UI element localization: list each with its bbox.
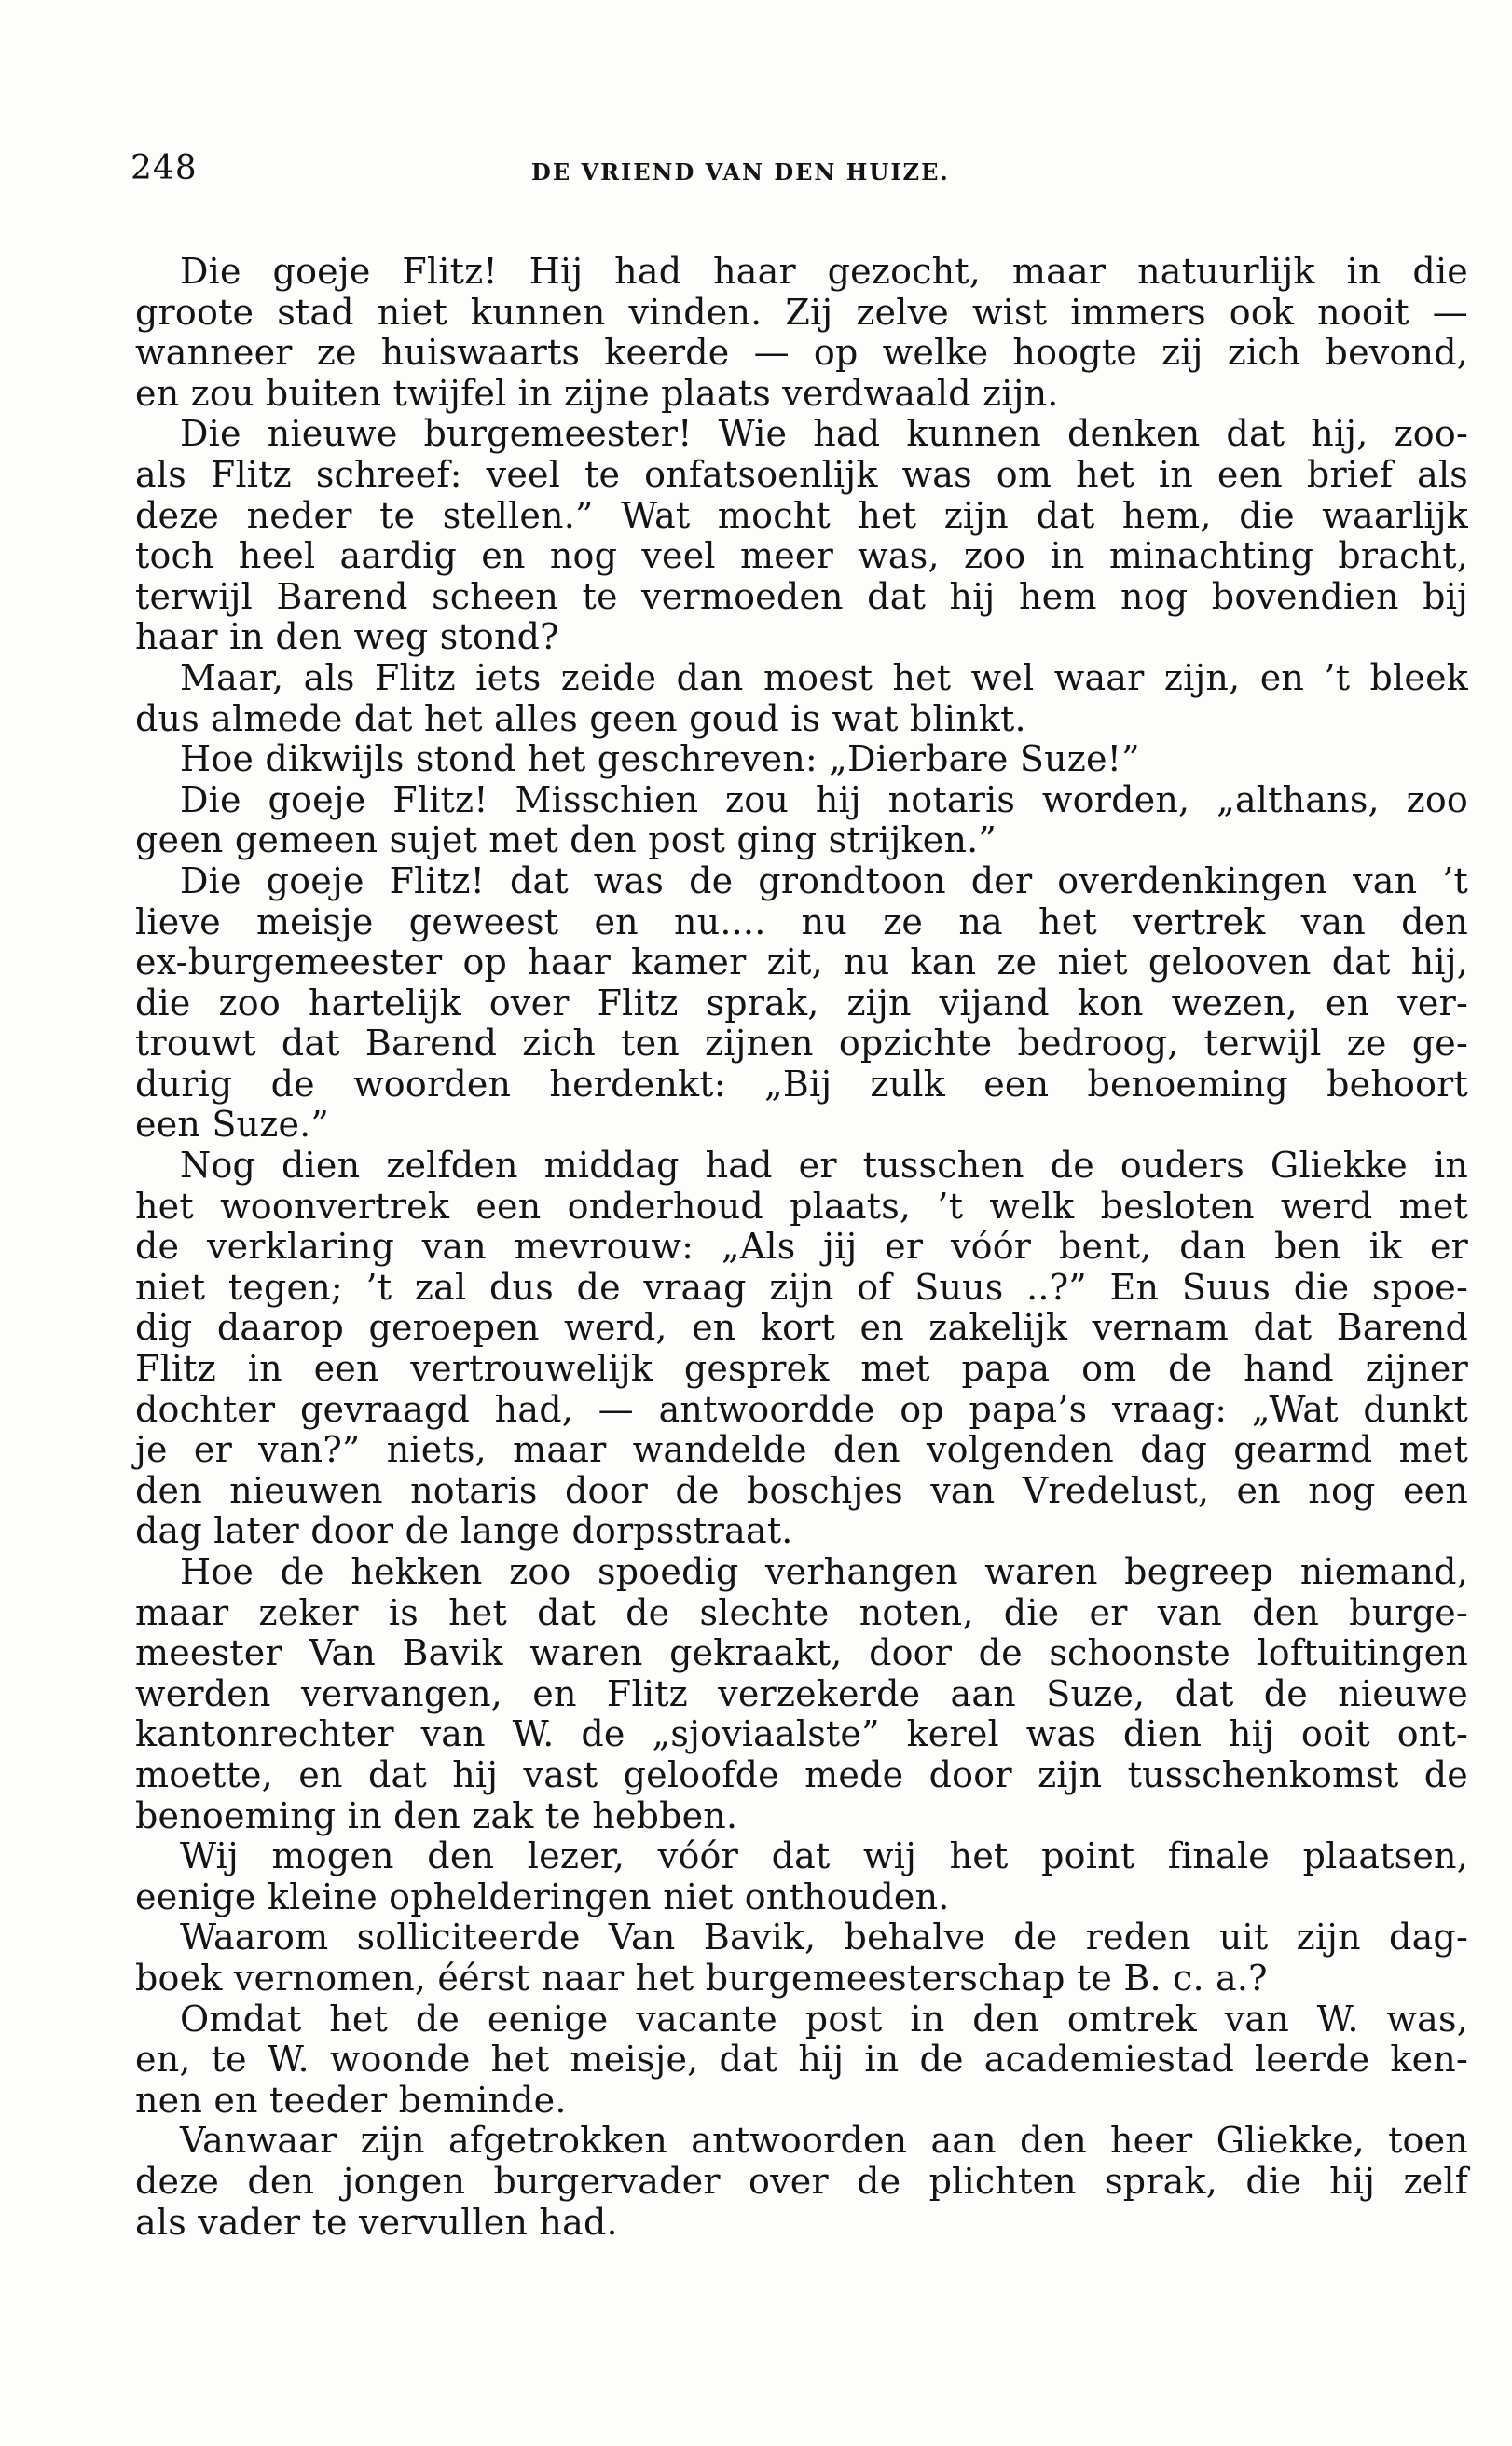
text-line: de verklaring van mevrouw: „Als jij er vóór bent, dan ben ik er bbox=[135, 1226, 1468, 1268]
text-line: je er van?” niets, maar wandelde den volgenden dag gearmd met bbox=[135, 1429, 1468, 1471]
text-line: wanneer ze huiswaarts keerde — op welke hoogte zij zich bevond, bbox=[135, 332, 1468, 374]
text-line: Wij mogen den lezer, vóór dat wij het point finale plaatsen, bbox=[180, 1835, 1468, 1877]
text-line: benoeming in den zak te hebben. bbox=[135, 1794, 738, 1836]
text-line: het woonvertrek een onderhoud plaats, ’t welk besloten werd met bbox=[135, 1185, 1468, 1227]
text-line: Die goeje Flitz! Misschien zou hij notaris worden, „althans, zoo bbox=[180, 778, 1468, 820]
text-line: maar zeker is het dat de slechte noten, die er van den burge- bbox=[135, 1591, 1468, 1633]
text-line: ex-burgemeester op haar kamer zit, nu kan ze niet gelooven dat hij, bbox=[135, 941, 1468, 983]
text-line: dus almede dat het alles geen goud is wat blinkt. bbox=[135, 697, 1026, 739]
running-title: DE VRIEND VAN DEN HUIZE. bbox=[531, 158, 950, 186]
text-line: die zoo hartelijk over Flitz sprak, zijn vijand kon wezen, en ver- bbox=[135, 982, 1468, 1024]
text-line: Hoe de hekken zoo spoedig verhangen waren begreep niemand, bbox=[180, 1551, 1468, 1592]
text-line: moette, en dat hij vast geloofde mede door zijn tusschenkomst de bbox=[135, 1753, 1468, 1795]
text-line: Die goeje Flitz! dat was de grondtoon der overdenkingen van ’t bbox=[180, 859, 1468, 901]
running-head bbox=[131, 149, 1464, 205]
text-line: eenige kleine ophelderingen niet onthouden. bbox=[135, 1876, 950, 1917]
text-line: dig daarop geroepen werd, en kort en zakelijk vernam dat Barend bbox=[135, 1307, 1468, 1349]
text-line: kantonrechter van W. de „sjoviaalste” kerel was dien hij ooit ont- bbox=[135, 1713, 1468, 1755]
text-line: Nog dien zelfden middag had er tusschen de ouders Gliekke in bbox=[180, 1145, 1468, 1187]
text-line: groote stad niet kunnen vinden. Zij zelve wist immers ook nooit — bbox=[135, 291, 1468, 333]
text-line: werden vervangen, en Flitz verzekerde aan Suze, dat de nieuwe bbox=[135, 1672, 1468, 1714]
text-line: Die goeje Flitz! Hij had haar gezocht, maar natuurlijk in die bbox=[180, 251, 1468, 292]
text-line: den nieuwen notaris door de boschjes van Vredelust, en nog een bbox=[135, 1469, 1468, 1511]
text-line: Waarom solliciteerde Van Bavik, behalve de reden uit zijn dag- bbox=[180, 1917, 1468, 1958]
text-line: terwijl Barend scheen te vermoeden dat hij hem nog bovendien bij bbox=[135, 575, 1468, 617]
text-line: geen gemeen sujet met den post ging strijken.” bbox=[135, 819, 997, 861]
body-text bbox=[135, 252, 1468, 2243]
text-line: nen en teeder beminde. bbox=[135, 2079, 567, 2121]
text-line: dag later door de lange dorpsstraat. bbox=[135, 1510, 793, 1552]
text-line: trouwt dat Barend zich ten zijnen opzichte bedroog, terwijl ze ge- bbox=[135, 1023, 1468, 1065]
text-line: en zou buiten twijfel in zijne plaats verdwaald zijn. bbox=[135, 372, 1059, 414]
text-line: een Suze.” bbox=[135, 1104, 330, 1146]
text-line: Vanwaar zijn afgetrokken antwoorden aan den heer Gliekke, toen bbox=[180, 2120, 1468, 2162]
text-line: deze den jongen burgervader over de plichten sprak, die hij zelf bbox=[135, 2160, 1468, 2202]
text-line: en, te W. woonde het meisje, dat hij in de academiestad leerde ken- bbox=[135, 2039, 1468, 2081]
text-line: dochter gevraagd had, — antwoordde op papa’s vraag: „Wat dunkt bbox=[135, 1388, 1468, 1430]
text-line: als Flitz schreef: veel te onfatsoenlijk was om het in een brief als bbox=[135, 453, 1468, 495]
text-line: Omdat het de eenige vacante post in den omtrek van W. was, bbox=[180, 1998, 1468, 2040]
text-line: niet tegen; ’t zal dus de vraag zijn of Suus ..?” En Suus die spoe- bbox=[135, 1266, 1468, 1308]
text-line: als vader te vervullen had. bbox=[135, 2201, 618, 2243]
text-line: Die nieuwe burgemeester! Wie had kunnen denken dat hij, zoo- bbox=[180, 413, 1468, 455]
text-line: lieve meisje geweest en nu.... nu ze na het vertrek van den bbox=[135, 900, 1468, 942]
text-line: haar in den weg stond? bbox=[135, 616, 559, 658]
text-line: deze neder te stellen.” Wat mocht het zijn dat hem, die waarlijk bbox=[135, 494, 1468, 536]
text-line: durig de woorden herdenkt: „Bij zulk een benoeming behoort bbox=[135, 1063, 1468, 1105]
text-line: Flitz in een vertrouwelijk gesprek met papa om de hand zijner bbox=[135, 1348, 1468, 1390]
text-line: toch heel aardig en nog veel meer was, zoo in minachting bracht, bbox=[135, 535, 1468, 577]
page-number: 248 bbox=[131, 149, 198, 187]
text-line: boek vernomen, éérst naar het burgemeesterschap te B. c. a.? bbox=[135, 1957, 1268, 1999]
text-line: meester Van Bavik waren gekraakt, door de schoonste loftuitingen bbox=[135, 1632, 1468, 1674]
text-line: Hoe dikwijls stond het geschreven: „Dierbare Suze!” bbox=[180, 738, 1140, 780]
text-line: Maar, als Flitz iets zeide dan moest het wel waar zijn, en ’t bleek bbox=[180, 656, 1468, 698]
